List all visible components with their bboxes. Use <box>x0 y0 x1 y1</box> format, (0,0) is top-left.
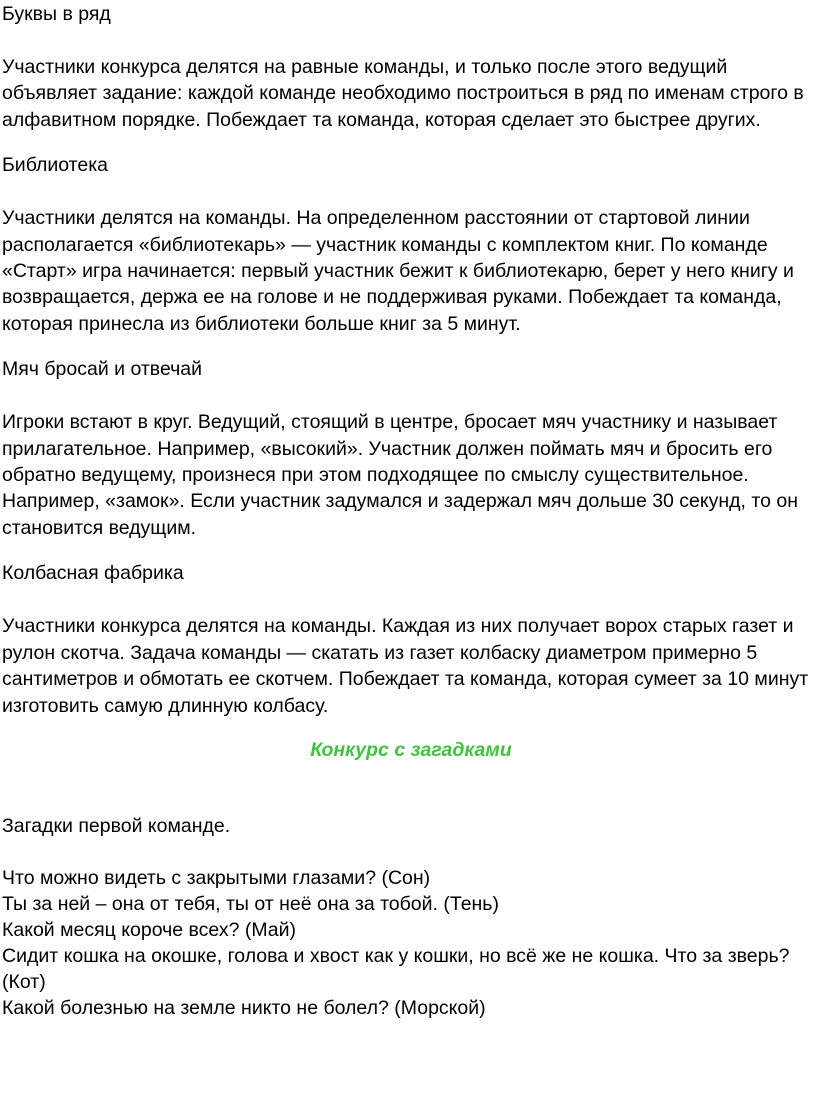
section-text: Участники делятся на команды. На определенном расстоянии от стартовой линии располагается «библиотекарь» — участник команды с комплектом книг. По команде «Старт» игра начинается: первый участник бежит к библиотекарю, берет у него книгу и возвращается, держа ее на голове и не поддерживая руками. Побеждает та команда, которая принесла из библиотеки больше книг за 5 минут. <box>2 207 794 335</box>
contest-title: Конкурс с загадками <box>310 738 512 761</box>
riddle-item: Какой болезнью на земле никто не болел? (Морской) <box>2 996 486 1019</box>
section-heading: Буквы в ряд <box>2 3 111 25</box>
riddles-list <box>2 865 812 1021</box>
section-heading: Колбасная фабрика <box>2 562 184 585</box>
riddle-item: Что можно видеть с закрытыми глазами? (Сон) <box>2 866 431 889</box>
riddle-item: Какой месяц короче всех? (Май) <box>2 918 297 941</box>
section-heading: Мяч бросай и отвечай <box>2 358 203 381</box>
section-text: Участники конкурса делятся на равные команды, и только после этого ведущий объявляет задание: каждой команде необходимо построиться в ряд по именам строго в алфавитном порядке. Побеждает та команда, которая сделает это быстрее других. <box>2 56 804 131</box>
section-text: Участники конкурса делятся на команды. Каждая из них получает ворох старых газет и рулон скотча. Задача команды — скатать из газет колбаску диаметром примерно 5 сантиметров и обмотать ее скотчем. Побеждает та команда, которая сумеет за 10 минут изготовить самую длинную колбасу. <box>2 615 809 717</box>
riddle-item: Сидит кошка на окошке, голова и хвост как у кошки, но всё же не кошка. Что за зверь? (Кот) <box>2 944 790 993</box>
riddles-intro: Загадки первой команде. <box>2 814 231 837</box>
section-text: Игроки встают в круг. Ведущий, стоящий в центре, бросает мяч участнику и называет прилагательное. Например, «высокий». Участник должен поймать мяч и бросить его обратно ведущему, произнеся при этом подходящее по смыслу существительное. Например, «замок». Если участник задумался и задержал мяч дольше 30 секунд, то он становится ведущим. <box>2 411 798 539</box>
section-heading: Библиотека <box>2 154 109 177</box>
riddle-item: Ты за ней – она от тебя, ты от неё она за тобой. (Тень) <box>2 892 499 915</box>
